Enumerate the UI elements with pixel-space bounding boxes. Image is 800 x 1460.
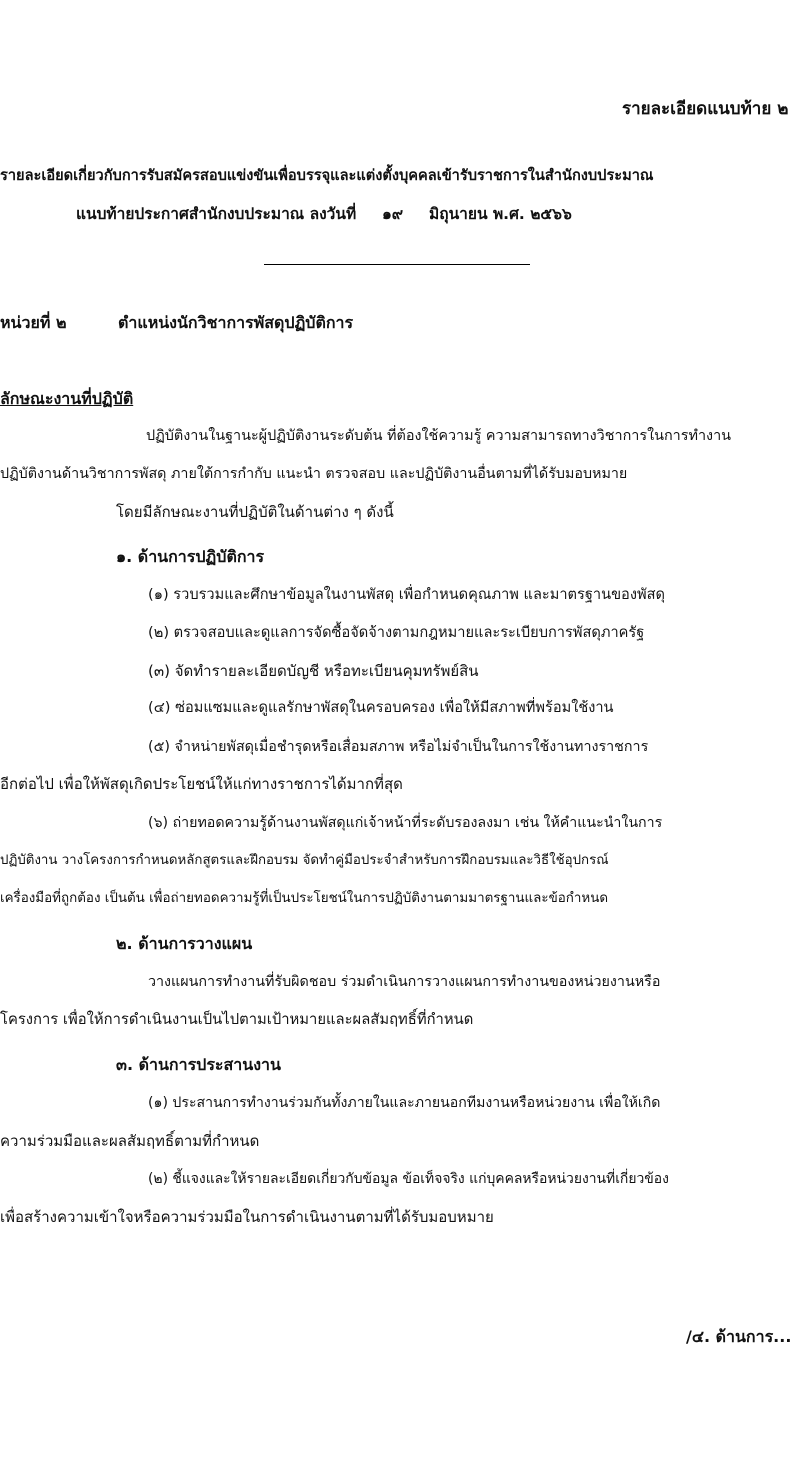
operations-item-3: (๓) จัดทำรายละเอียดบัญชี หรือทะเบียนคุมทรัพย์สิน xyxy=(148,662,479,680)
intro-line-3: โดยมีลักษณะงานที่ปฏิบัติในด้านต่าง ๆ ดังนี้ xyxy=(116,503,394,521)
coordination-item-2-line-2: เพื่อสร้างความเข้าใจหรือความร่วมมือในการดำเนินงานตามที่ได้รับมอบหมาย xyxy=(0,1208,494,1226)
operations-heading: ๑. ด้านการปฏิบัติการ xyxy=(116,547,265,566)
operations-item-5-line-2: อีกต่อไป เพื่อให้พัสดุเกิดประโยชน์ให้แก่ทางราชการได้มากที่สุด xyxy=(0,775,403,793)
planning-line-2: โครงการ เพื่อให้การดำเนินงานเป็นไปตามเป้าหมายและผลสัมฤทธิ์ที่กำหนด xyxy=(0,1011,474,1028)
unit-label: หน่วยที่ ๒ xyxy=(0,313,67,332)
unit-heading xyxy=(0,312,353,334)
operations-item-6-line-1: (๖) ถ่ายทอดความรู้ด้านงานพัสดุแก่เจ้าหน้าที่ระดับรองลงมา เช่น ให้คำแนะนำในการ xyxy=(148,815,663,831)
continuation-note: /๔. ด้านการ... xyxy=(686,1327,792,1346)
section-heading: ลักษณะงานที่ปฏิบัติ xyxy=(0,389,134,408)
title-divider xyxy=(264,264,530,265)
planning-heading: ๒. ด้านการวางแผน xyxy=(116,934,253,953)
position-name: ตำแหน่งนักวิชาการพัสดุปฏิบัติการ xyxy=(118,313,354,332)
operations-item-4: (๔) ซ่อมแซมและดูแลรักษาพัสดุในครอบครอง เพื่อให้มีสภาพที่พร้อมใช้งาน xyxy=(148,699,614,716)
coordination-item-1-line-1: (๑) ประสานการทำงานร่วมกันทั้งภายในและภายนอกทีมงานหรือหน่วยงาน เพื่อให้เกิด xyxy=(148,1095,661,1111)
coordination-heading: ๓. ด้านการประสานงาน xyxy=(116,1055,281,1074)
title-line-2 xyxy=(76,203,572,225)
operations-item-6-line-3: เครื่องมือที่ถูกต้อง เป็นต้น เพื่อถ่ายทอดความรู้ที่เป็นประโยชน์ในการปฏิบัติงานตามมาตรฐานและข้อกำหนด xyxy=(0,891,609,906)
intro-line-2: ปฏิบัติงานด้านวิชาการพัสดุ ภายใต้การกำกับ แนะนำ ตรวจสอบ และปฏิบัติงานอื่นตามที่ได้รับมอบหมาย xyxy=(0,466,628,482)
coordination-item-2-line-1: (๒) ชี้แจงและให้รายละเอียดเกี่ยวกับข้อมูล ข้อเท็จจริง แก่บุคคลหรือหน่วยงานที่เกี่ยวข้อง xyxy=(148,1171,669,1187)
operations-item-2: (๒) ตรวจสอบและดูแลการจัดซื้อจัดจ้างตามกฎหมายและระเบียบการพัสดุภาครัฐ xyxy=(148,624,645,641)
operations-item-1: (๑) รวบรวมและศึกษาข้อมูลในงานพัสดุ เพื่อกำหนดคุณภาพ และมาตรฐานของพัสดุ xyxy=(148,586,665,603)
operations-item-5-line-1: (๕) จำหน่ายพัสดุเมื่อชำรุดหรือเสื่อมสภาพ หรือไม่จำเป็นในการใช้งานทางราชการ xyxy=(148,739,649,755)
title-day: ๑๙ xyxy=(381,205,404,223)
title-suffix: มิถุนายน พ.ศ. ๒๕๖๖ xyxy=(428,205,572,223)
planning-line-1: วางแผนการทำงานที่รับผิดชอบ ร่วมดำเนินการวางแผนการทำงานของหน่วยงานหรือ xyxy=(148,974,661,990)
title-line-1: รายละเอียดเกี่ยวกับการรับสมัครสอบแข่งขันเพื่อบรรจุและแต่งตั้งบุคคลเข้ารับราชการในสำนักงบประมาณ xyxy=(0,167,654,184)
title-prefix: แนบท้ายประกาศสำนักงบประมาณ ลงวันที่ xyxy=(76,205,357,223)
intro-line-1: ปฏิบัติงานในฐานะผู้ปฏิบัติงานระดับต้น ที่ต้องใช้ความรู้ ความสามารถทางวิชาการในการทำงาน xyxy=(146,428,731,444)
attachment-label: รายละเอียดแนบท้าย ๒ xyxy=(622,99,789,119)
operations-item-6-line-2: ปฏิบัติงาน วางโครงการกำหนดหลักสูตรและฝึกอบรม จัดทำคู่มือประจำสำหรับการฝึกอบรมและวิธีใช้อุปกรณ์ xyxy=(0,853,609,868)
coordination-item-1-line-2: ความร่วมมือและผลสัมฤทธิ์ตามที่กำหนด xyxy=(0,1132,260,1150)
